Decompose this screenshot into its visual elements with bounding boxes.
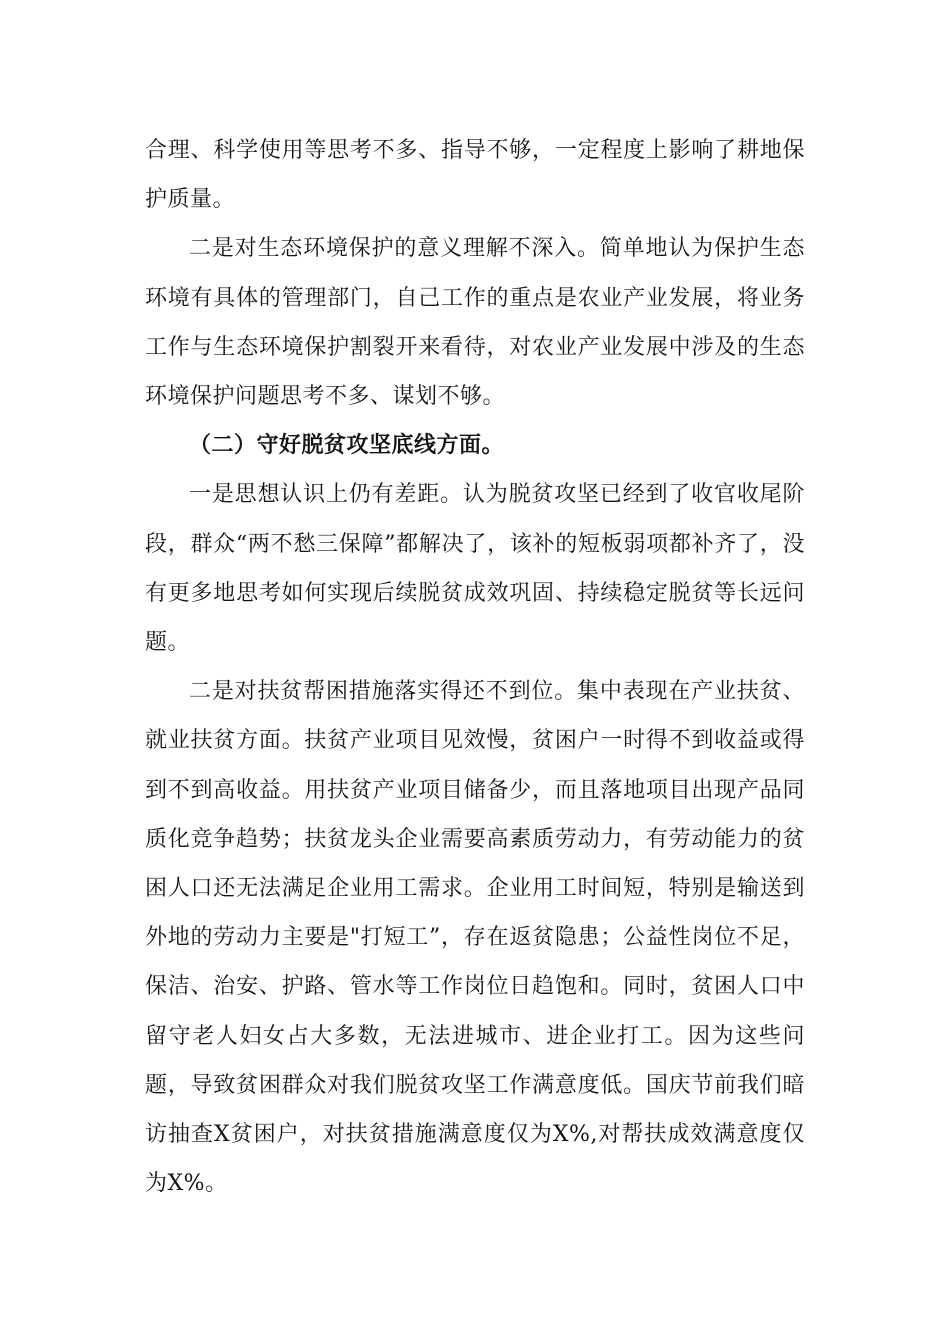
paragraph-continuation: 合理、科学使用等思考不多、指导不够，一定程度上影响了耕地保护质量。	[145, 138, 805, 213]
paragraph-awareness-gap: 一是思想认识上仍有差距。认为脱贫攻坚已经到了收官收尾阶段，群众“两不愁三保障”都解决了，该补的短板弱项都补齐了，没有更多地思考如何实现后续脱贫成效巩固、持续稳定脱贫等长远问题。	[145, 482, 805, 656]
paragraph-measures-gap: 二是对扶贫帮困措施落实得还不到位。集中表现在产业扶贫、就业扶贫方面。扶贫产业项目见效慢，贫困户一时得不到收益或得到不到高收益。用扶贫产业项目储备少，而且落地项目出现产品同质化竞争趋势；扶贫龙头企业需要高素质劳动力，有劳动能力的贫困人口还无法满足企业用工需求。企业用工时间短，特别是输送到外地的劳动力主要是"打短工”，存在返贫隐患；公益性岗位不足，保洁、治安、护路、管水等工作岗位日趋饱和。同时，贫困人口中留守老人妇女占大多数，无法进城市、进企业打工。因为这些问题，导致贫困群众对我们脱贫攻坚工作满意度低。国庆节前我们暗访抽查X贫困户，对扶贫措施满意度仅为X%,对帮扶成效满意度仅为X%。	[145, 679, 805, 1197]
section-heading-poverty: （二）守好脱贫攻坚底线方面。	[189, 432, 505, 459]
document-body	[145, 126, 805, 1208]
paragraph-eco-protection: 二是对生态环境保护的意义理解不深入。简单地认为保护生态环境有具体的管理部门，自己工作的重点是农业产业发展，将业务工作与生态环境保护割裂开来看待，对农业产业发展中涉及的生态环境保护问题思考不多、谋划不够。	[145, 236, 805, 410]
